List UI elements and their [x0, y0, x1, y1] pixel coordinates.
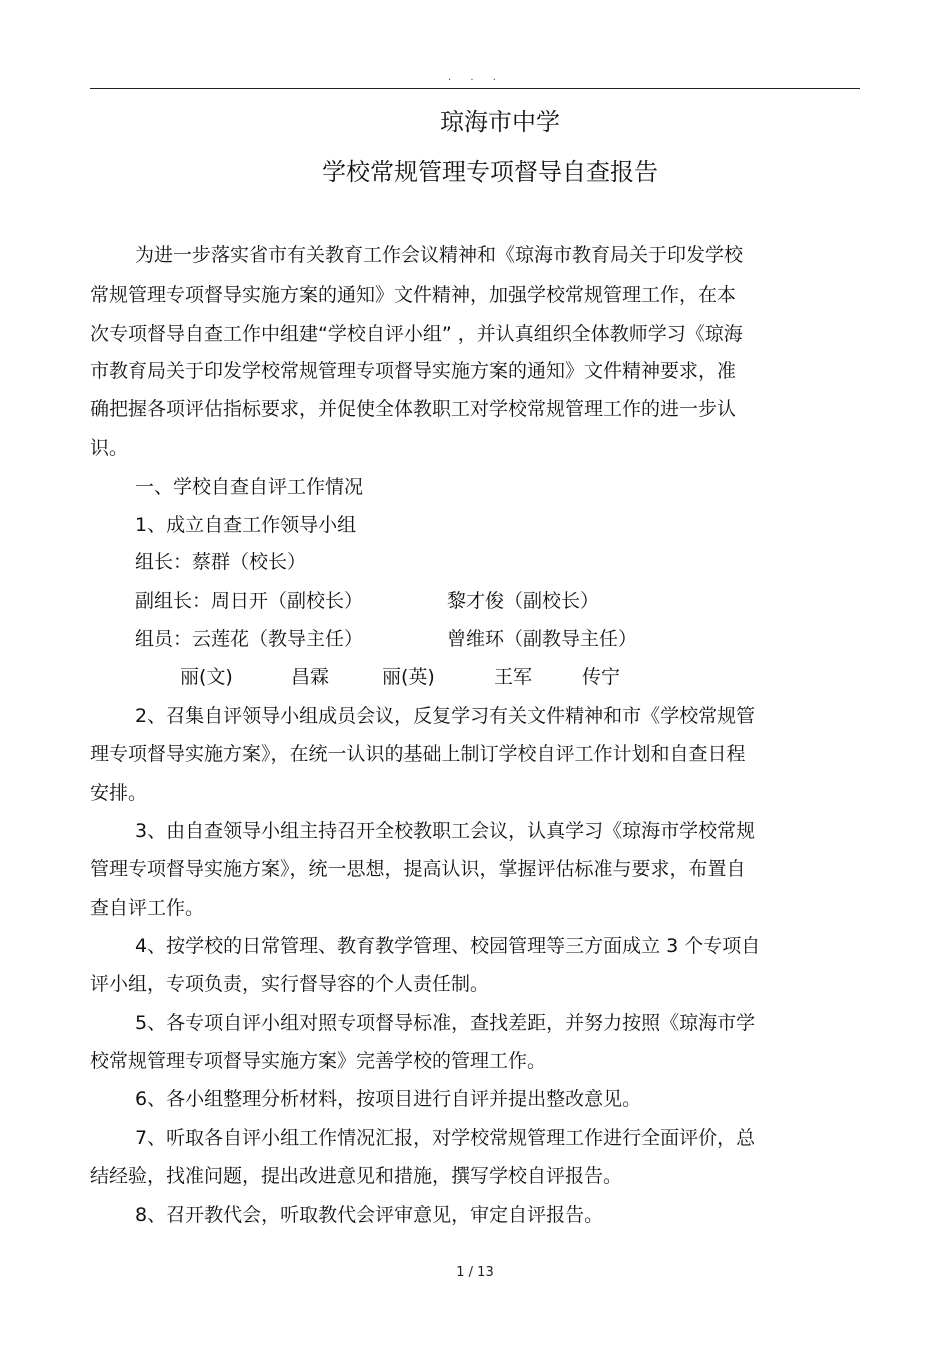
item-8-line-1: 8、召开教代会，听取教代会评审意见，审定自评报告。 [135, 1204, 604, 1226]
deputy-leader-2: 黎才俊（副校长） [447, 590, 600, 612]
item-4-line-1: 4、按学校的日常管理、教育教学管理、校园管理等三方面成立 3 个专项自 [135, 935, 761, 957]
section-1-heading: 一、学校自查自评工作情况 [135, 476, 364, 498]
page-number: 1 / 13 [456, 1265, 494, 1280]
intro-line-4: 市教育局关于印发学校常规管理专项督导实施方案的通知》文件精神要求，准 [90, 360, 737, 382]
item-3-line-1: 3、由自查领导小组主持召开全校教职工会议，认真学习《琼海市学校常规 [135, 820, 756, 842]
member-name: 王军 [494, 666, 533, 688]
report-title: 学校常规管理专项督导自查报告 [322, 158, 658, 186]
member-name: 传宁 [582, 666, 621, 688]
school-title: 琼海市中学 [440, 108, 560, 136]
item-2-line-3: 安排。 [90, 782, 148, 804]
member-name: 丽(文) [180, 666, 233, 688]
item-2-line-1: 2、召集自评领导小组成员会议，反复学习有关文件精神和市《学校常规管 [135, 705, 756, 727]
leader-line: 组长：蔡群（校长） [135, 551, 307, 573]
item-2-line-2: 理专项督导实施方案》，在统一认识的基础上制订学校自评工作计划和自查日程 [90, 743, 746, 765]
item-7-line-2: 结经验，找准问题，提出改进意见和措施，撰写学校自评报告。 [90, 1165, 623, 1187]
intro-line-3: 次专项督导自查工作中组建“学校自评小组” ，并认真组织全体教师学习《琼海 [90, 323, 743, 345]
item-7-line-1: 7、听取各自评小组工作情况汇报，对学校常规管理工作进行全面评价，总 [135, 1127, 756, 1149]
item-4-line-2: 评小组，专项负责，实行督导容的个人责任制。 [90, 973, 490, 995]
member-name: 昌霖 [291, 666, 330, 688]
item-1-heading: 1、成立自查工作领导小组 [135, 514, 357, 536]
intro-line-5: 确把握各项评估指标要求，并促使全体教职工对学校常规管理工作的进一步认 [90, 398, 737, 420]
item-3-line-3: 查自评工作。 [90, 897, 205, 919]
item-6-line-1: 6、各小组整理分析材料，按项目进行自评并提出整改意见。 [135, 1088, 642, 1110]
header-rule [90, 88, 860, 89]
header-mark: . . . [448, 72, 504, 83]
member-2: 曾维环（副教导主任） [447, 628, 638, 650]
item-5-line-2: 校常规管理专项督导实施方案》完善学校的管理工作。 [90, 1050, 547, 1072]
intro-line-2: 常规管理专项督导实施方案的通知》文件精神，加强学校常规管理工作，在本 [90, 284, 737, 306]
item-5-line-1: 5、各专项自评小组对照专项督导标准，查找差距，并努力按照《琼海市学 [135, 1012, 756, 1034]
intro-line-6: 识。 [90, 437, 129, 459]
intro-line-1: 为进一步落实省市有关教育工作会议精神和《琼海市教育局关于印发学校 [135, 244, 744, 266]
deputy-leader-1: 副组长：周日开（副校长） [135, 590, 364, 612]
member-name: 丽(英) [382, 666, 435, 688]
item-3-line-2: 管理专项督导实施方案》，统一思想，提高认识，掌握评估标准与要求，布置自 [90, 858, 746, 880]
member-1: 组员：云莲花（教导主任） [135, 628, 364, 650]
